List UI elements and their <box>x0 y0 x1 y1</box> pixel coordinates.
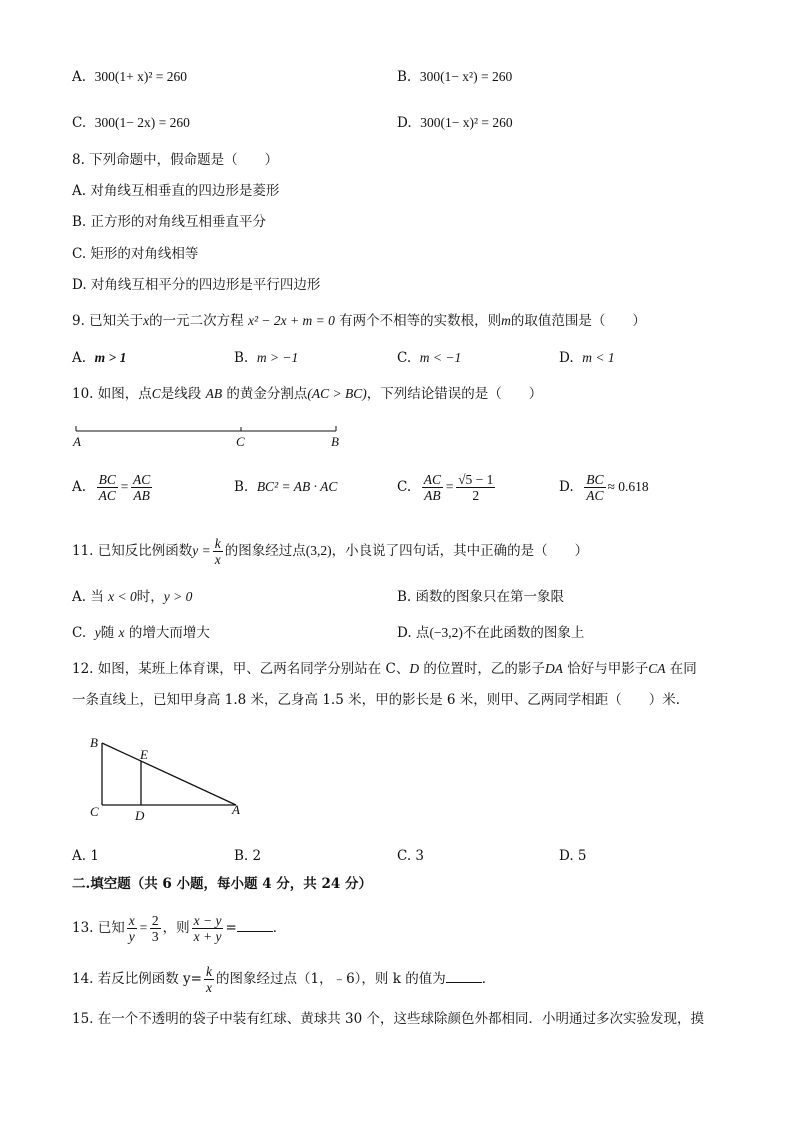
section-title-fill-in: 二.填空题（共 6 小题，每小题 4 分，共 24 分） <box>72 876 372 892</box>
q12-stem-line2: 一条直线上，已知甲身高 1.8 米，乙身高 1.5 米，甲的影长是 6 米，则甲、乙两同学相距（ ）米． <box>72 692 690 708</box>
fig-label-c: C <box>90 804 99 819</box>
q8-stem: 8. 下列命题中，假命题是（ ） <box>72 152 279 168</box>
q9-option-b: B. m > −1 <box>234 350 299 366</box>
q14-stem: 14. 若反比例函数 y= $\frac{k}{x}$ 的图象经过点（1，﹣6），则 k 的值为 ． <box>72 964 496 995</box>
q12-option-c: C. 3 <box>397 848 425 864</box>
q8-option-d: D. 对角线互相平分的四边形是平行四边形 <box>72 277 321 293</box>
fig-label-b: B <box>90 735 98 750</box>
q10-option-d: D. $\frac{BC}{AC}$ ≈ 0.618 <box>559 472 649 503</box>
q14-answer-blank[interactable] <box>446 970 482 983</box>
q10-option-c: C. $\frac{AC}{AB}$ = $\frac{√5 - 1}{2}$ <box>397 472 494 503</box>
q9-option-a: A. m > 1 <box>72 350 127 366</box>
q9-option-d: D. m < 1 <box>559 350 615 366</box>
q8-option-a: A. 对角线互相垂直的四边形是菱形 <box>72 183 280 199</box>
q11-option-c: C. y随 x 的增大而增大 <box>72 625 210 641</box>
fig-label-d: D <box>135 808 145 823</box>
q11-option-a: A. 当 x < 0时，y > 0 <box>72 589 193 605</box>
q12-triangle-figure <box>86 732 256 824</box>
q7-option-d: D. 300(1− x)² = 260 <box>397 115 513 131</box>
q10-stem: 10. 如图，点C是线段 AB 的黄金分割点(AC > BC)，下列结论错误的是（ ） <box>72 386 543 402</box>
fig-label-a: A <box>73 434 81 449</box>
q13-answer-blank[interactable] <box>237 919 273 932</box>
q9-stem: 9. 已知关于x的一元二次方程 x² − 2x + m = 0 有两个不相等的实数根，则m的取值范围是（ ） <box>72 313 646 329</box>
fig-label-b: B <box>331 434 339 449</box>
q9-option-c: C. m < −1 <box>397 350 462 366</box>
q10-segment-figure <box>70 420 350 454</box>
q11-option-d: D. 点(−3,2)不在此函数的图象上 <box>397 625 585 641</box>
q7-option-c: C. 300(1− 2x) = 260 <box>72 115 190 131</box>
q13-stem: 13. 已知 $\frac{x}{y}$ = $\frac{2}{3}$ ，则 $\frac{x - y}{x + y}$ = ． <box>72 913 287 944</box>
q11-option-b: B. 函数的图象只在第一象限 <box>397 589 565 605</box>
q10-option-a: A. $\frac{BC}{AC}$ = $\frac{AC}{AB}$ <box>72 472 151 503</box>
q7-option-a: A. 300(1+ x)² = 260 <box>72 69 188 85</box>
fig-label-c: C <box>236 434 245 449</box>
fig-label-e: E <box>140 747 148 762</box>
q12-option-a: A. 1 <box>72 848 99 864</box>
q12-option-b: B. 2 <box>234 848 262 864</box>
q7-option-b: B. 300(1− x²) = 260 <box>397 69 513 85</box>
q15-stem: 15. 在一个不透明的袋子中装有红球、黄球共 30 个，这些球除颜色外都相同．小明通过多次实验发现，摸 <box>72 1011 705 1027</box>
q8-option-c: C. 矩形的对角线相等 <box>72 246 199 262</box>
q11-stem: 11. 已知反比例函数y = $\frac{k}{x}$ 的图象经过点(3,2)，小良说了四句话，其中正确的是（ ） <box>72 536 589 567</box>
fig-label-a: A <box>232 802 240 817</box>
q12-option-d: D. 5 <box>559 848 587 864</box>
q10-option-b: B. BC² = AB · AC <box>234 479 338 495</box>
q8-option-b: B. 正方形的对角线互相垂直平分 <box>72 214 267 230</box>
q12-stem-line1: 12. 如图，某班上体育课，甲、乙两名同学分别站在 C、D 的位置时，乙的影子DA 恰好与甲影子CA 在同 <box>72 661 697 677</box>
